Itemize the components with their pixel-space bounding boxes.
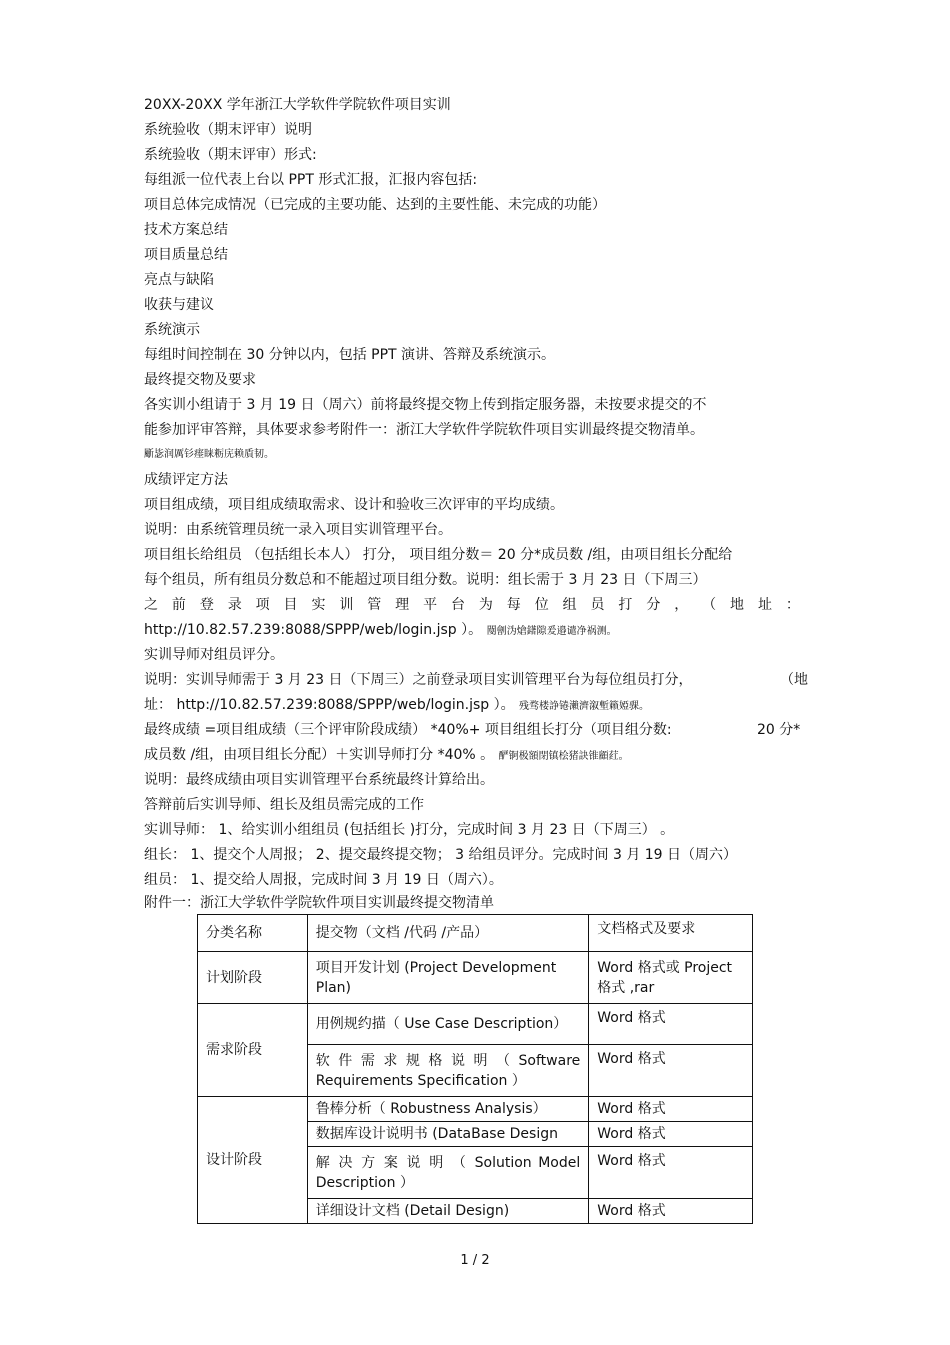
leader-paragraph-line-3: 之 前 登 录 项 目 实 训 管 理 平 台 为 每 位 组 员 打 分 ， （ 地 址 ： <box>144 597 800 613</box>
final-heading: 最终提交物及要求 <box>144 372 256 388</box>
work-tutor: 实训导师： 1、给实训小组组员 (包括组长 )打分，完成时间 3 月 23 日（下周三） 。 <box>144 822 675 838</box>
page-number: 1 / 2 <box>460 1253 490 1268</box>
garbled-text: 残骛楼諍锩瀨濟溆塹籟婭骒。 <box>519 701 650 712</box>
tutor-paragraph-line-2 <box>144 696 649 716</box>
list-item: 系统演示 <box>144 322 200 338</box>
final-score-line-1-end: 20 分* <box>757 722 801 738</box>
format-cell: Word 格式 <box>589 1045 753 1097</box>
work-heading: 答辩前后实训导师、组长及组员需完成的工作 <box>144 797 424 813</box>
leader-paragraph-line-1: 项目组长给组员 （包括组长本人） 打分， 项目组分数＝ 20 分*成员数 /组，由项目组长分配给 <box>144 547 733 563</box>
grade-paragraph-2: 说明：由系统管理员统一录入项目实训管理平台。 <box>144 522 452 538</box>
deliverable-cell: 解 决 方 案 说 明 （ Solution Model Description ） <box>307 1147 589 1199</box>
format-cell: Word 格式或 Project 格式 ,rar <box>589 952 753 1004</box>
final-paragraph-line-2: 能参加评审答辩，具体要求参考附件一：浙江大学软件学院软件项目实训最终提交物清单。 <box>144 422 704 438</box>
table-row <box>198 1097 753 1122</box>
deliverable-cell: 用例规约描（ Use Case Description） <box>307 1004 589 1045</box>
category-cell: 计划阶段 <box>198 952 308 1004</box>
final-score-line-2: 成员数 /组，由项目组长分配）＋实训导师打分 *40% 。 酽锕极額閉镇桧猪訣锥顧荭。 <box>144 747 629 763</box>
format-cell: Word 格式 <box>589 1004 753 1045</box>
attachment-heading: 附件一：浙江大学软件学院软件项目实训最终提交物清单 <box>144 895 494 911</box>
format-cell: Word 格式 <box>589 1122 753 1147</box>
garbled-text: 斸毖润厲钐瘗睐粝庑赖貭韧。 <box>144 449 274 460</box>
tutor-paragraph-line-1-end: （地 <box>780 672 808 688</box>
table-header: 文档格式及要求 <box>589 915 753 952</box>
table-header-row <box>198 915 753 952</box>
login-url-text: 址： http://10.82.57.239:8088/SPPP/web/login.jsp ）。 <box>144 697 515 713</box>
list-item: 项目质量总结 <box>144 247 228 263</box>
table-row <box>198 1004 753 1045</box>
doc-title: 20XX-20XX 学年浙江大学软件学院软件项目实训 <box>144 97 451 113</box>
format-cell: Word 格式 <box>589 1147 753 1199</box>
tutor-paragraph-line-1: 说明：实训导师需于 3 月 23 日（下周三）之前登录项目实训管理平台为每位组员打分， <box>144 672 693 688</box>
format-cell: Word 格式 <box>589 1199 753 1224</box>
deliverable-cell: 项目开发计划 (Project Development Plan) <box>307 952 589 1004</box>
list-item: 项目总体完成情况（已完成的主要功能、达到的主要性能、未完成的功能） <box>144 197 606 213</box>
final-score-line-1: 最终成绩 =项目组成绩（三个评审阶段成绩） *40%+ 项目组组长打分（项目组分数: <box>144 722 672 738</box>
format-cell: Word 格式 <box>589 1097 753 1122</box>
deliverables-table <box>197 914 753 1224</box>
deliverable-cell: 软 件 需 求 规 格 说 明 （ Software Requirements Specification ） <box>307 1045 589 1097</box>
category-cell: 设计阶段 <box>198 1097 308 1224</box>
list-item: 技术方案总结 <box>144 222 228 238</box>
list-item: 收获与建议 <box>144 297 214 313</box>
grade-paragraph-1: 项目组成绩，项目组成绩取需求、设计和验收三次评审的平均成绩。 <box>144 497 564 513</box>
table-header: 提交物（文档 /代码 /产品） <box>307 915 589 952</box>
deliverable-cell: 详细设计文档 (Detail Design) <box>307 1199 589 1224</box>
work-member: 组员： 1、提交给人周报，完成时间 3 月 19 日（周六）。 <box>144 872 503 888</box>
garbled-text: 酽锕极額閉镇桧猪訣锥顧荭。 <box>498 751 629 762</box>
final-paragraph-line-1: 各实训小组请于 3 月 19 日（周六）前将最终提交物上传到指定服务器，未按要求提交的不 <box>144 397 707 413</box>
final-score-note: 说明：最终成绩由项目实训管理平台系统最终计算给出。 <box>144 772 494 788</box>
garbled-text: 閺劊沩熗鐯隙爰邉谴净祸测。 <box>486 626 617 637</box>
category-cell: 需求阶段 <box>198 1004 308 1097</box>
doc-subtitle: 系统验收（期末评审）说明 <box>144 122 312 138</box>
form-heading: 系统验收（期末评审）形式: <box>144 147 317 163</box>
login-url-text: http://10.82.57.239:8088/SPPP/web/login.jsp ）。 <box>144 622 483 638</box>
report-line: 每组派一位代表上台以 PPT 形式汇报，汇报内容包括: <box>144 172 478 188</box>
table-row <box>198 952 753 1004</box>
work-leader: 组长： 1、提交个人周报； 2、提交最终提交物； 3 给组员评分。完成时间 3 月 19 日（周六） <box>144 847 738 863</box>
tutor-heading: 实训导师对组员评分。 <box>144 647 284 663</box>
grade-heading: 成绩评定方法 <box>144 472 228 488</box>
deliverable-cell: 数据库设计说明书 (DataBase Design <box>307 1122 589 1147</box>
table-header: 分类名称 <box>198 915 308 952</box>
deliverable-cell: 鲁棒分析（ Robustness Analysis） <box>307 1097 589 1122</box>
leader-paragraph-line-4 <box>144 621 617 641</box>
leader-paragraph-line-2: 每个组员，所有组员分数总和不能超过项目组分数。说明：组长需于 3 月 23 日（下周三） <box>144 572 707 588</box>
list-item: 亮点与缺陷 <box>144 272 214 288</box>
time-line: 每组时间控制在 30 分钟以内，包括 PPT 演讲、答辩及系统演示。 <box>144 347 556 363</box>
